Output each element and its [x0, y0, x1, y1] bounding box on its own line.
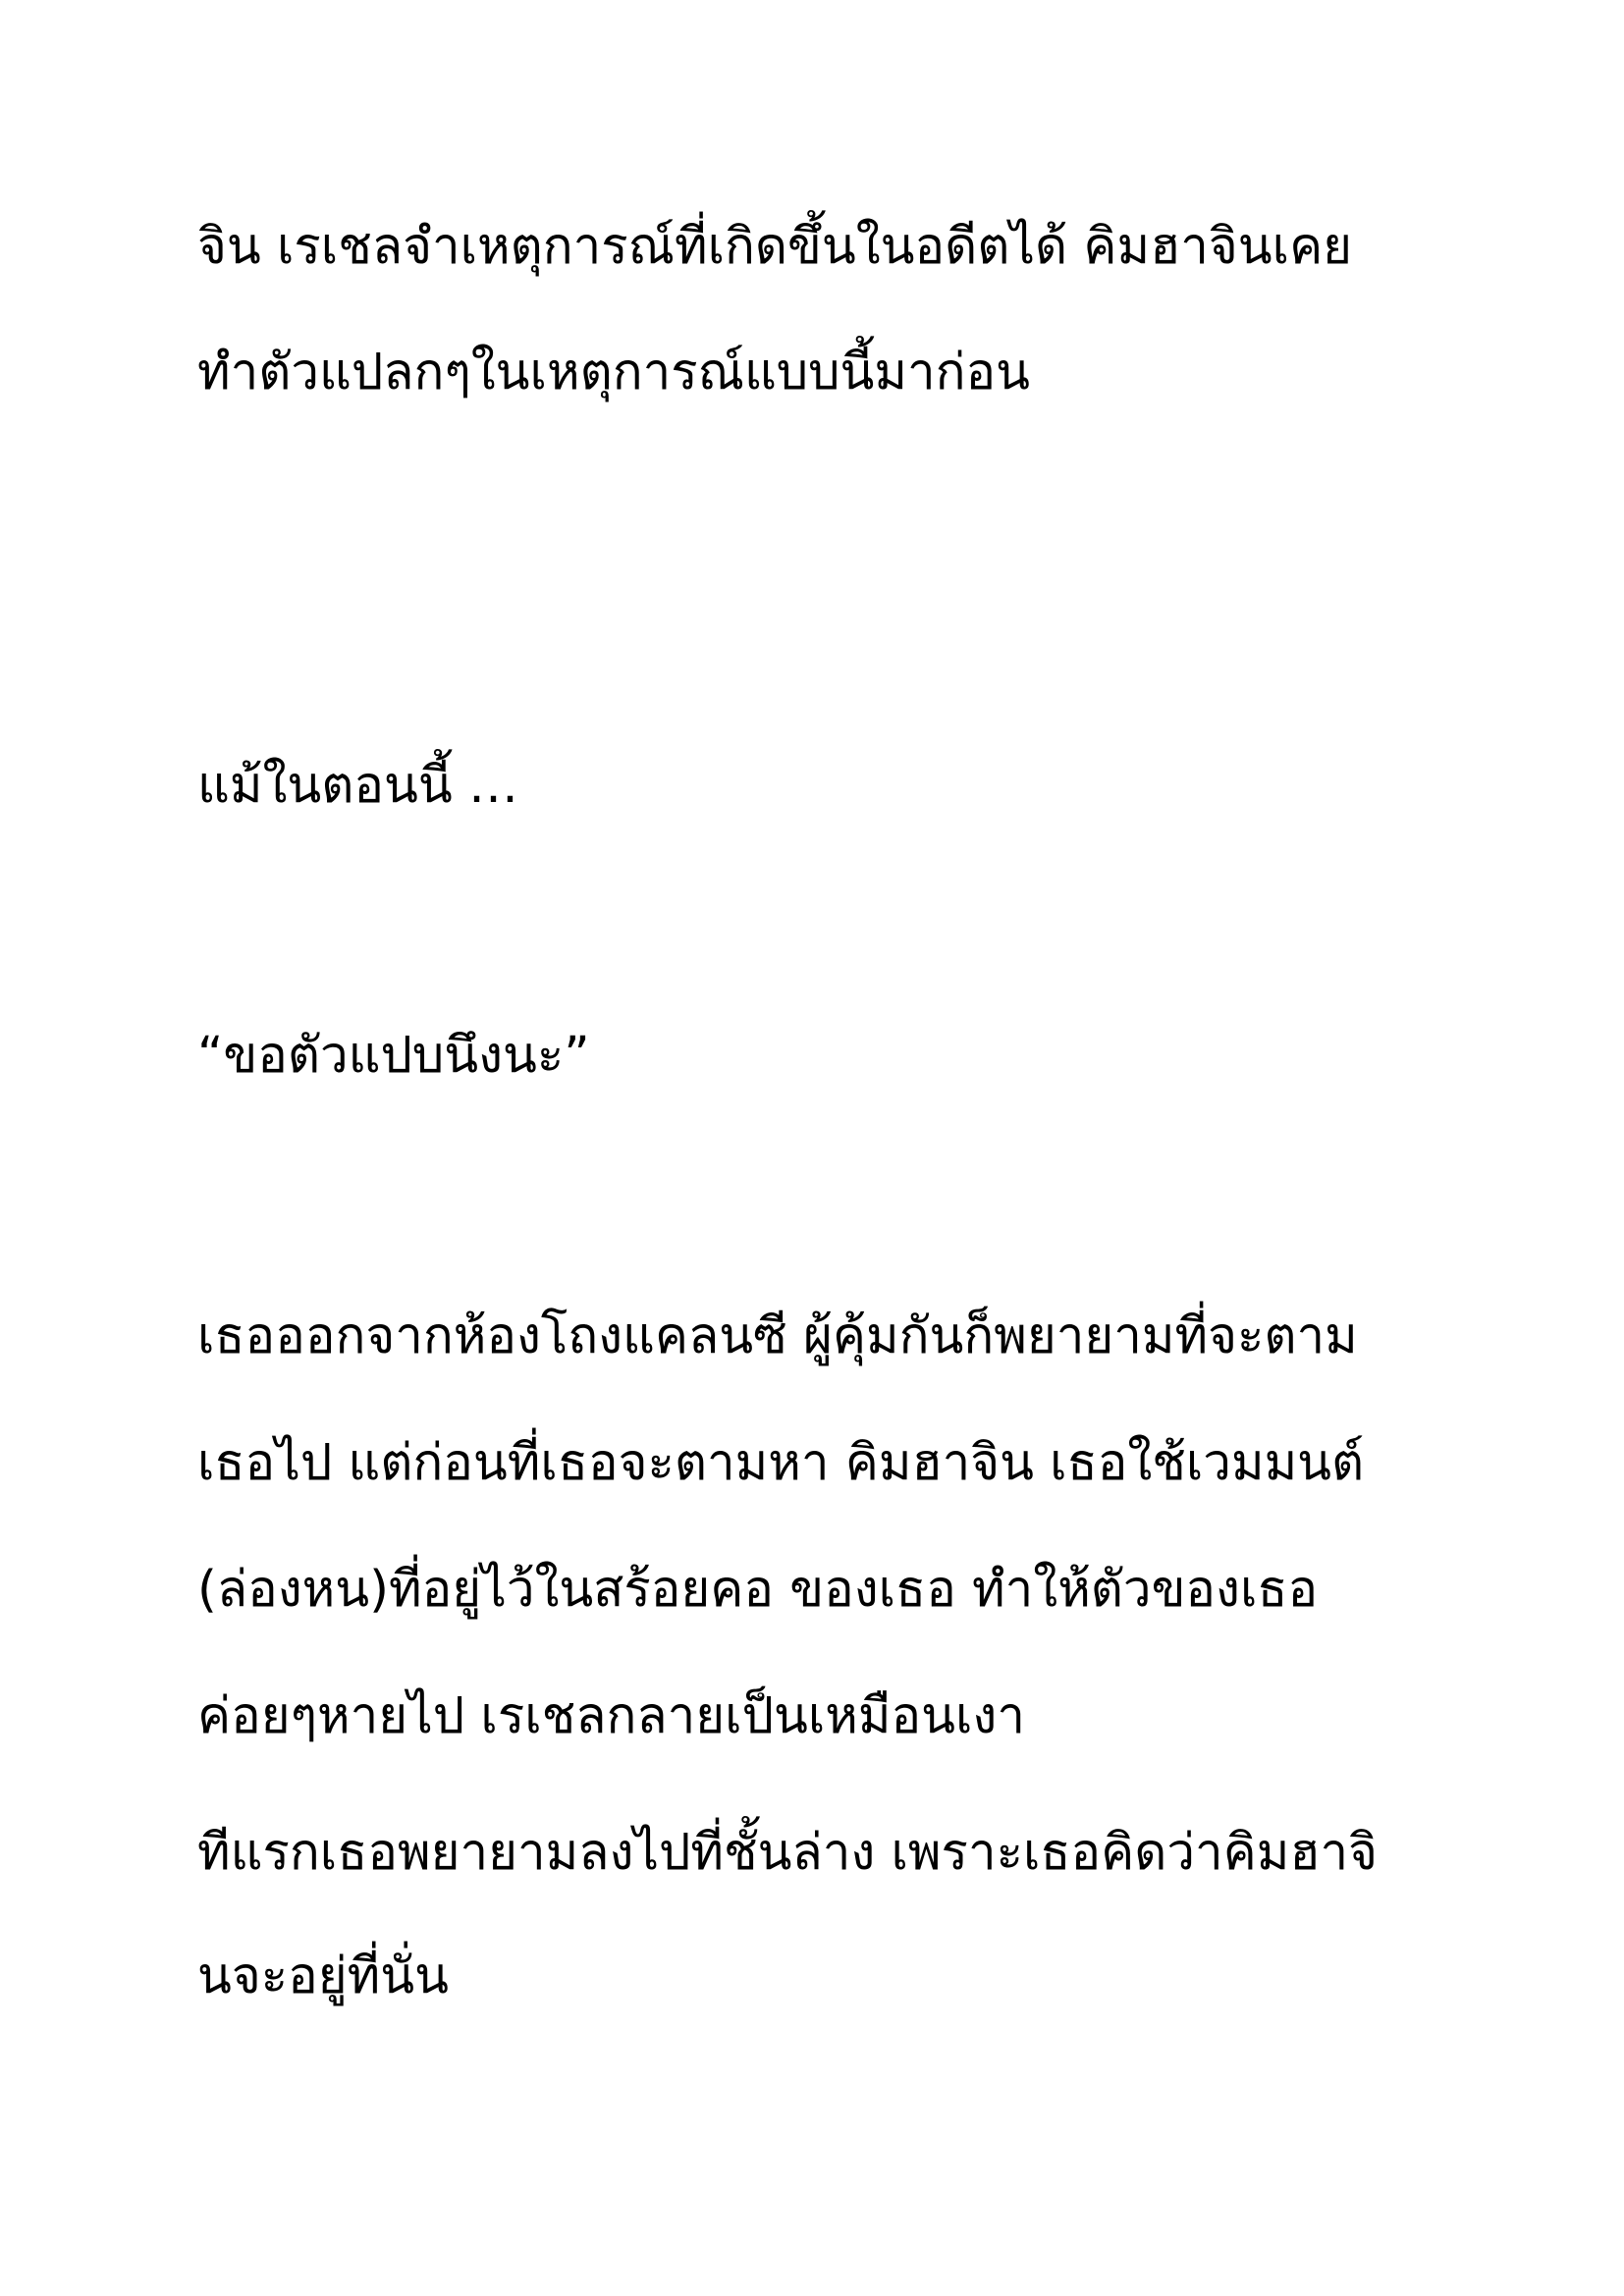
paragraph-line: จิน เรเชลจำเหตุการณ์ที่เกิดขึ้นในอดีตได้ คิมฮาจินเคย — [197, 218, 1353, 276]
paragraph-line: ทีแรกเธอพยายามลงไปที่ชั้นล่าง เพราะเธอคิดว่าคิมฮาจิ — [197, 1824, 1379, 1882]
paragraph-line: นจะอยู่ที่นั่น — [197, 1948, 449, 2005]
dialogue-line: “ขอตัวแปบนึงนะ” — [197, 1027, 590, 1085]
paragraph-line: เธอไป แต่ก่อนที่เธอจะตามหา คิมฮาจิน เธอใช้เวมมนต์ — [197, 1434, 1365, 1492]
paragraph-line: ทำตัวแปลกๆในเหตุการณ์แบบนี้มาก่อน — [197, 344, 1031, 401]
paragraph-line: เธอออกจากห้องโถงแคลนซี ผู้คุ้มกันก็พยายามที่จะตาม — [197, 1308, 1358, 1365]
paragraph-line: แม้ในตอนนี้ … — [197, 757, 518, 815]
paragraph-line: (ล่องหน)ที่อยู่ไว้ในสร้อยคอ ของเธอ ทำให้ตัวของเธอ — [197, 1561, 1319, 1619]
paragraph-line: ค่อยๆหายไป เรเชลกลายเป็นเหมือนเงา — [197, 1687, 1025, 1745]
